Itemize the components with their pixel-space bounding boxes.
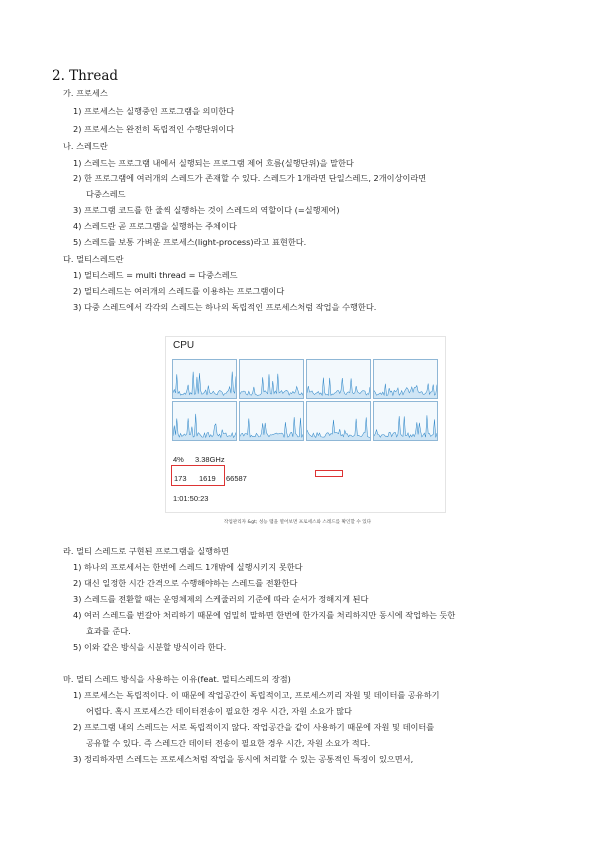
section-title: 마. 멀티 스레드 방식을 사용하는 이유(feat. 멀티스레드의 장점) bbox=[63, 674, 291, 684]
section-title: 나. 스레드란 bbox=[63, 141, 108, 151]
section-title: 가. 프로세스 bbox=[63, 88, 108, 98]
section-heading: 2. Thread bbox=[52, 68, 119, 84]
list-item-continuation: 다중스레드 bbox=[86, 189, 126, 199]
list-item: 1) 프로세스는 실행중인 프로그램을 의미한다 bbox=[73, 106, 235, 116]
processes-value: 173 bbox=[174, 474, 187, 483]
cpu-title: CPU bbox=[173, 340, 195, 351]
speed-value: 3.38GHz bbox=[195, 455, 225, 464]
list-item-continuation: 어렵다. 혹시 프로세스간 데이터전송이 필요한 경우 시간, 자원 소요가 많다 bbox=[86, 706, 352, 716]
list-item: 1) 프로세스는 독립적이다. 이 때문에 작업공간이 독립적이고, 프로세스끼리 자원 및 데이터를 공유하기 bbox=[73, 690, 440, 700]
list-item: 3) 프로그램 코드를 한 줄씩 실행하는 것이 스레드의 역할이다 (=실행제어) bbox=[73, 205, 340, 215]
list-item: 4) 여러 스레드를 번갈아 처리하기 때문에 엄밀히 말하면 한번에 한가지를 처리하지만 동시에 작업하는 듯한 bbox=[73, 610, 456, 620]
core-graph bbox=[373, 359, 438, 399]
list-item: 2) 프로세스는 완전히 독립적인 수행단위이다 bbox=[73, 124, 235, 134]
list-item: 1) 하나의 프로세서는 한번에 스레드 1개밖에 실행시키지 못한다 bbox=[73, 562, 303, 572]
threads-value: 1619 bbox=[199, 474, 216, 483]
core-graph bbox=[172, 401, 237, 441]
list-item: 4) 스레드란 곧 프로그램을 실행하는 주체이다 bbox=[73, 221, 237, 231]
core-graph bbox=[373, 401, 438, 441]
section-title: 라. 멀티 스레드로 구현된 프로그램을 실행하면 bbox=[63, 546, 229, 556]
core-graph bbox=[306, 359, 371, 399]
list-item: 2) 한 프로그램에 여러개의 스레드가 존재할 수 있다. 스레드가 1개라면 단일스레드, 2개이상이라면 bbox=[73, 173, 427, 183]
list-item: 3) 정리하자면 스레드는 프로세스처럼 작업을 동시에 처리할 수 있는 공통적인 특징이 있으면서, bbox=[73, 754, 414, 764]
cpu-graph-grid bbox=[172, 359, 438, 441]
list-item: 2) 멀티스레드는 여러개의 스레드를 이용하는 프로그램이다 bbox=[73, 286, 285, 296]
list-item: 2) 대신 일정한 시간 간격으로 수행해야하는 스레드를 전환한다 bbox=[73, 578, 298, 588]
list-item: 5) 스레드를 보통 가벼운 프로세스(light-process)라고 표현한다. bbox=[73, 237, 307, 247]
list-item: 3) 스레드를 전환할 때는 운영체제의 스케줄러의 기준에 따라 순서가 정해지게 된다 bbox=[73, 594, 369, 604]
core-graph bbox=[306, 401, 371, 441]
task-manager-cpu-figure bbox=[165, 336, 446, 513]
core-graph bbox=[172, 359, 237, 399]
list-item-continuation: 효과를 준다. bbox=[86, 626, 131, 636]
list-item: 1) 멀티스레드 = multi thread = 다중스레드 bbox=[73, 270, 238, 280]
list-item: 3) 다중 스레드에서 각각의 스레드는 하나의 독립적인 프로세스처럼 작업을 수행한다. bbox=[73, 302, 377, 312]
list-item: 1) 스레드는 프로그램 내에서 실행되는 프로그램 제어 흐름(실행단위)을 말한다 bbox=[73, 158, 354, 168]
logical-processors-highlight bbox=[315, 470, 343, 477]
core-graph bbox=[239, 359, 304, 399]
figure-caption: 작업관리자 &gt; 성능 탭을 열어보면 프로세스와 스레드를 확인할 수 있다 bbox=[223, 520, 372, 525]
list-item: 2) 프로그램 내의 스레드는 서로 독립적이지 않다. 작업공간을 같이 사용하기 때문에 자원 및 데이터를 bbox=[73, 722, 435, 732]
list-item-continuation: 공유할 수 있다. 즉 스레드간 데이터 전송이 필요한 경우 시간, 자원 소요가 적다. bbox=[86, 738, 371, 748]
utilization-value: 4% bbox=[173, 455, 184, 464]
section-title: 다. 멀티스레드란 bbox=[63, 254, 124, 264]
uptime-value: 1:01:50:23 bbox=[173, 494, 209, 503]
core-graph bbox=[239, 401, 304, 441]
list-item: 5) 이와 같은 방식을 시분할 방식이라 한다. bbox=[73, 642, 227, 652]
handles-value: 66587 bbox=[226, 474, 247, 483]
